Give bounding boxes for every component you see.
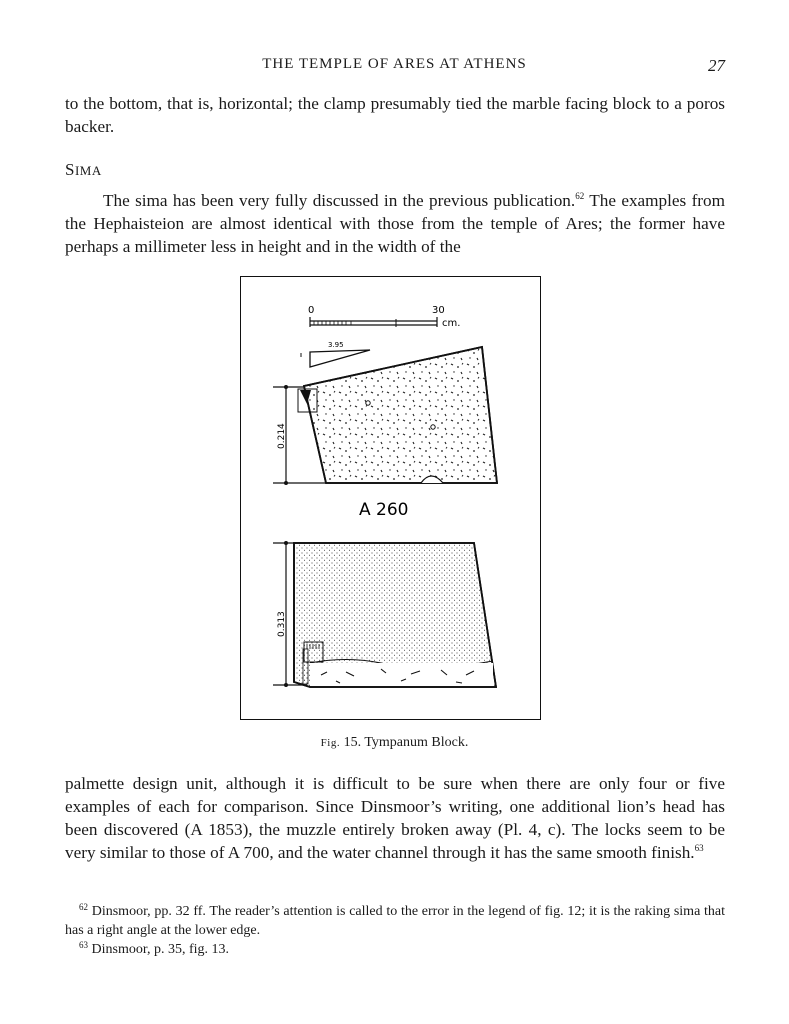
dimension-0214-label: 0.214 — [277, 423, 287, 449]
paragraph-clamp — [65, 92, 725, 138]
paragraph-sima-rest: The examples from the Hephaisteion are almost identical with those from the temple of Ares; the former have perhaps a millimeter less in height and in the width of the — [65, 191, 725, 256]
paragraph-clamp-text: to the bottom, that is, horizontal; the clamp presumably tied the marble facing block to a poros backer. — [65, 94, 725, 136]
paragraph-palmette-text: palmette design unit, although it is difficult to be sure when there are only four or five examples of each for comparison. Since Dinsmoor’s writing, one additional lion’s head has been discovered (A 1853), the muzzle entirely broken away (Pl. 4, c). The locks seem to be very similar to those of A 700, and the water channel through it has the same smooth finish. — [65, 774, 725, 862]
block-a260-drawing — [273, 347, 497, 485]
paragraph-palmette — [65, 772, 725, 864]
section-heading-rest: IMA — [74, 163, 102, 178]
scale-bar — [308, 305, 460, 329]
figure-caption — [0, 735, 789, 751]
footnote-63-mark: 63 — [79, 940, 88, 950]
running-title: THE TEMPLE OF ARES AT ATHENS — [262, 56, 527, 72]
footnote-62 — [65, 902, 725, 940]
caption-text: Tympanum Block. — [364, 735, 469, 750]
footnote-63-text: Dinsmoor, p. 35, fig. 13. — [91, 942, 229, 957]
scale-end-label: 30 — [432, 305, 445, 316]
tympanum-drawing — [241, 277, 539, 718]
caption-prefix: Fig. — [320, 737, 341, 749]
footnote-62-text: Dinsmoor, pp. 32 ff. The reader’s attention is called to the error in the legend of fig. 12; it is the raking sima that has a right angle at the lower edge. — [65, 904, 726, 938]
page-header — [0, 56, 789, 78]
lower-block-drawing — [273, 541, 496, 687]
footnote-63 — [65, 940, 725, 959]
scale-start-label: 0 — [308, 305, 315, 316]
section-heading-sima — [65, 160, 102, 180]
footnotes — [65, 902, 725, 959]
footnote-ref-63[interactable]: 63 — [694, 843, 704, 853]
paragraph-sima — [65, 189, 725, 258]
small-dimension-label: 3.95 — [328, 341, 344, 349]
section-heading-initial: S — [65, 160, 75, 179]
block-a260-label: A 260 — [359, 500, 409, 520]
paragraph-sima-text: The sima has been very fully discussed in the previous publication. — [103, 191, 576, 210]
caption-number: 15. — [343, 735, 362, 750]
footnote-ref-62[interactable]: 62 — [575, 191, 585, 201]
page-number: 27 — [708, 56, 725, 75]
footnote-62-mark: 62 — [79, 902, 88, 912]
clamp-profile — [301, 341, 370, 367]
scale-unit-label: cm. — [442, 318, 461, 329]
figure-tympanum-block — [240, 276, 541, 720]
dimension-0313-label: 0.313 — [277, 611, 287, 637]
